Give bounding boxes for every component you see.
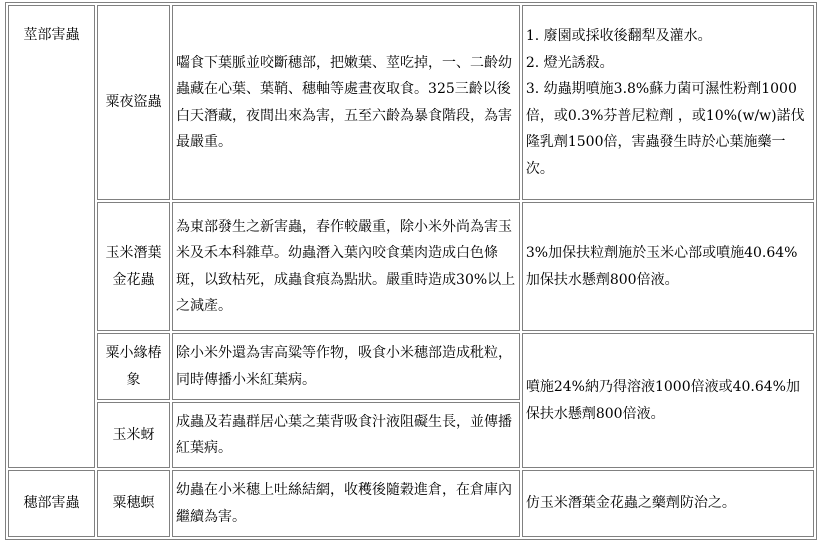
- table-row: [8, 5, 814, 200]
- pest-name: 粟穗螟: [112, 495, 155, 512]
- pest-name-cell: [97, 333, 170, 400]
- pest-control-table: [5, 2, 817, 540]
- control-cell: [522, 470, 814, 537]
- control-item: 仿玉米潛葉金花蟲之藥劑防治之。: [525, 495, 736, 512]
- category-label: 莖部害蟲: [23, 27, 80, 43]
- table-row: [8, 333, 814, 400]
- description-cell: [172, 5, 520, 200]
- pest-description: 為東部發生之新害蟲，春作較嚴重，除小米外尚為害玉米及禾本科雜草。幼蟲潛入葉內咬食葉肉造成白色條斑，以致枯死，成蟲食痕為點狀。嚴重時造成30%以上之減產。: [176, 218, 516, 315]
- control-cell: [522, 202, 814, 331]
- pest-description: 成蟲及若蟲群居心葉之葉背吸食汁液阻礙生長，並傳播紅葉病。: [176, 413, 513, 457]
- pest-name-cell: [97, 5, 170, 200]
- pest-name: 玉米蚜: [112, 426, 155, 443]
- category-cell-panicle: [8, 470, 95, 537]
- category-cell-stem: [8, 5, 95, 468]
- pest-name: 玉米潛葉金花蟲: [105, 245, 162, 288]
- description-cell: [172, 202, 520, 331]
- control-cell: [522, 5, 814, 200]
- pest-name-cell: [97, 470, 170, 537]
- control-item: 2. 燈光誘殺。: [525, 54, 614, 71]
- control-item: 3%加保扶粒劑施於玉米心部或噴施40.64%加保扶水懸劑800倍液。: [525, 245, 798, 288]
- table-row: [8, 470, 814, 537]
- pest-description: 幼蟲在小米穗上吐絲結網，收穫後隨穀進倉，在倉庫內繼續為害。: [176, 482, 513, 525]
- pest-name: 粟小緣椿象: [105, 345, 162, 388]
- pest-name-cell: [97, 402, 170, 469]
- pest-description: 囓食下葉脈並咬斷穗部，把嫩葉、莖吃掉，一、二齡幼蟲藏在心葉、葉鞘、穗軸等處晝夜取食。325三齡以後白天潛藏，夜間出來為害，五至六齡為暴食階段，為害最嚴重。: [176, 54, 513, 151]
- control-item: 1. 廢園或採收後翻犁及灌水。: [525, 28, 712, 45]
- description-cell: [172, 470, 520, 537]
- table-row: [8, 202, 814, 331]
- description-cell: [172, 333, 520, 400]
- pest-name-cell: [97, 202, 170, 331]
- control-cell: [522, 333, 814, 468]
- control-item: 3. 幼蟲期噴施3.8%蘇力菌可濕性粉劑1000倍，或0.3%芬普尼粒劑 ，或10%(w/w)諾伐隆乳劑1500倍，害蟲發生時於心葉施藥一次。: [525, 81, 805, 177]
- description-cell: [172, 402, 520, 469]
- pest-description: 除小米外還為害高粱等作物，吸食小米穗部造成秕粒，同時傳播小米紅葉病。: [176, 345, 513, 388]
- category-label: 穗部害蟲: [23, 495, 80, 512]
- control-item: 噴施24%納乃得溶液1000倍液或40.64%加保扶水懸劑800倍液。: [525, 379, 800, 422]
- pest-name: 粟夜盜蟲: [105, 94, 162, 111]
